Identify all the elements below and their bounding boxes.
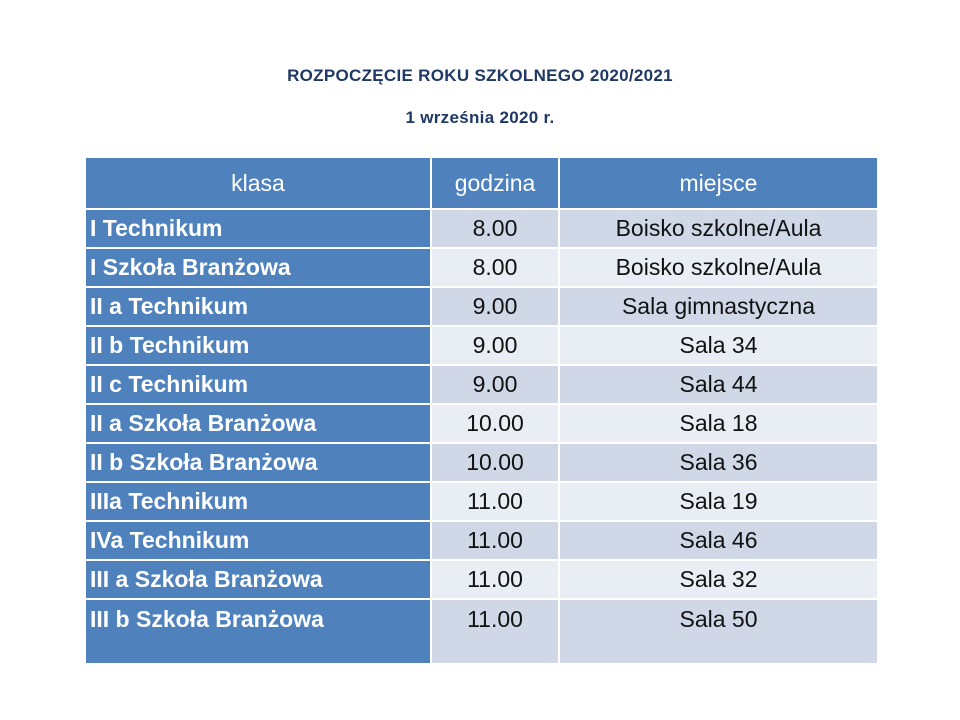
cell-klasa: III b Szkoła Branżowa — [85, 599, 431, 664]
cell-miejsce: Sala 18 — [559, 404, 878, 443]
cell-godzina: 9.00 — [431, 287, 559, 326]
column-header-klasa: klasa — [85, 157, 431, 209]
cell-godzina: 11.00 — [431, 482, 559, 521]
cell-godzina: 11.00 — [431, 599, 559, 664]
cell-klasa: III a Szkoła Branżowa — [85, 560, 431, 599]
cell-godzina: 9.00 — [431, 326, 559, 365]
cell-miejsce: Sala 46 — [559, 521, 878, 560]
table-row — [85, 287, 878, 326]
table-row — [85, 560, 878, 599]
cell-klasa: I Technikum — [85, 209, 431, 248]
page-subtitle: 1 września 2020 r. — [405, 108, 555, 127]
table-row — [85, 365, 878, 404]
cell-klasa: IVa Technikum — [85, 521, 431, 560]
cell-godzina: 8.00 — [431, 248, 559, 287]
table-row — [85, 482, 878, 521]
column-header-miejsce: miejsce — [559, 157, 878, 209]
cell-miejsce: Boisko szkolne/Aula — [559, 209, 878, 248]
cell-miejsce: Sala 44 — [559, 365, 878, 404]
schedule-table — [84, 156, 879, 665]
cell-klasa: I Szkoła Branżowa — [85, 248, 431, 287]
cell-miejsce: Sala gimnastyczna — [559, 287, 878, 326]
cell-miejsce: Sala 19 — [559, 482, 878, 521]
cell-godzina: 11.00 — [431, 521, 559, 560]
cell-miejsce: Boisko szkolne/Aula — [559, 248, 878, 287]
cell-miejsce: Sala 50 — [559, 599, 878, 664]
table-row — [85, 443, 878, 482]
table-row — [85, 404, 878, 443]
cell-klasa: II a Szkoła Branżowa — [85, 404, 431, 443]
table-row — [85, 521, 878, 560]
table-row — [85, 326, 878, 365]
cell-klasa: II b Szkoła Branżowa — [85, 443, 431, 482]
column-header-godzina: godzina — [431, 157, 559, 209]
cell-klasa: II b Technikum — [85, 326, 431, 365]
cell-klasa: II a Technikum — [85, 287, 431, 326]
table-row — [85, 209, 878, 248]
cell-godzina: 9.00 — [431, 365, 559, 404]
table-header-row — [85, 157, 878, 209]
cell-miejsce: Sala 34 — [559, 326, 878, 365]
table-body — [85, 209, 878, 664]
cell-godzina: 11.00 — [431, 560, 559, 599]
cell-klasa: II c Technikum — [85, 365, 431, 404]
table-row — [85, 248, 878, 287]
cell-godzina: 10.00 — [431, 443, 559, 482]
cell-klasa: IIIa Technikum — [85, 482, 431, 521]
page-title: ROZPOCZĘCIE ROKU SZKOLNEGO 2020/2021 — [287, 66, 673, 85]
cell-godzina: 8.00 — [431, 209, 559, 248]
table-row — [85, 599, 878, 664]
cell-miejsce: Sala 36 — [559, 443, 878, 482]
cell-godzina: 10.00 — [431, 404, 559, 443]
cell-miejsce: Sala 32 — [559, 560, 878, 599]
